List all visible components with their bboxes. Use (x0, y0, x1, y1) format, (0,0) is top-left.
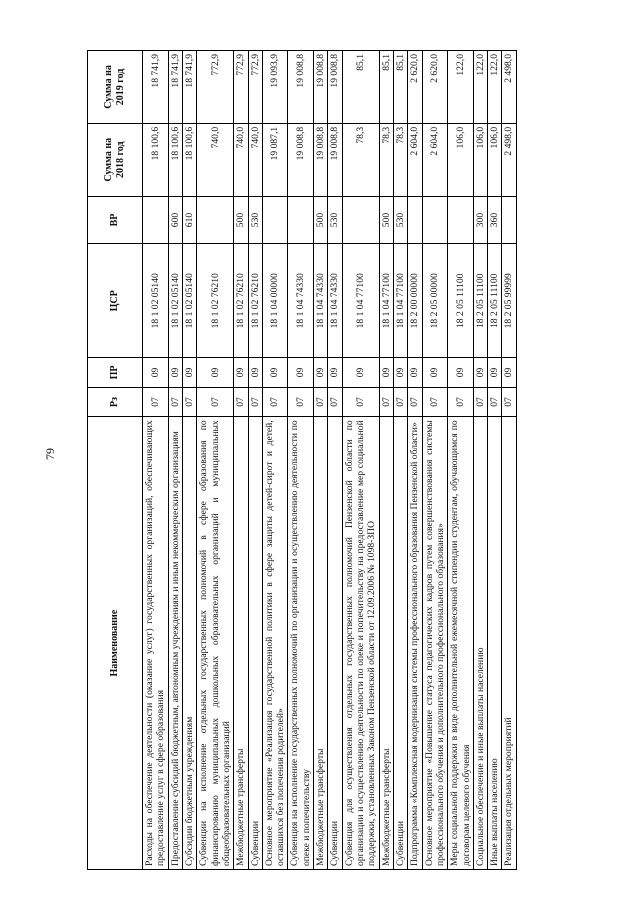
row-sum-2018: 19 008,8 (288, 123, 314, 196)
row-vr (408, 196, 422, 244)
table-row (502, 51, 516, 870)
row-csr: 18 1 02 05140 (168, 244, 182, 358)
table-row (234, 51, 248, 870)
row-rz: 07 (408, 387, 422, 417)
header-rz: Рз (88, 387, 143, 417)
row-rz: 07 (393, 387, 407, 417)
table-row (248, 51, 262, 870)
row-name: Субвенция для осуществления отдельных государственных полномочий Пензенской области по организации и осуществлению деятельности по опеке и попечительству на предоставление мер социальной поддержки, установленных Законом Пензенской области от 12.09.2006 № 1098-ЗПО (342, 417, 379, 870)
row-sum-2019: 2 620,0 (422, 51, 448, 124)
table-row (168, 51, 182, 870)
header-csr: ЦСР (88, 244, 143, 358)
row-csr: 18 1 04 74330 (328, 244, 342, 358)
row-sum-2019: 85,1 (379, 51, 393, 124)
row-csr: 18 1 02 05140 (182, 244, 196, 358)
row-rz: 07 (422, 387, 448, 417)
row-rz: 07 (473, 387, 487, 417)
row-pr: 09 (314, 358, 328, 388)
row-rz: 07 (379, 387, 393, 417)
row-name: Субвенции (328, 417, 342, 870)
row-vr (342, 196, 379, 244)
row-sum-2019: 19 008,8 (314, 51, 328, 124)
row-vr: 530 (328, 196, 342, 244)
row-rz: 07 (502, 387, 516, 417)
row-rz: 07 (288, 387, 314, 417)
row-rz: 07 (342, 387, 379, 417)
row-sum-2019: 18 741,9 (168, 51, 182, 124)
row-sum-2018: 19 008,8 (328, 123, 342, 196)
row-vr (143, 196, 169, 244)
row-rz: 07 (328, 387, 342, 417)
row-sum-2019: 19 008,8 (328, 51, 342, 124)
row-pr: 09 (234, 358, 248, 388)
row-pr: 09 (168, 358, 182, 388)
row-name: Расходы на обеспечение деятельности (оказание услуг) государственных организаций, обеспечивающих предоставление услуг в сфере образования (143, 417, 169, 870)
header-vr: ВР (88, 196, 143, 244)
table-row (408, 51, 422, 870)
table-row (314, 51, 328, 870)
table-row (342, 51, 379, 870)
row-csr: 18 1 02 76210 (234, 244, 248, 358)
row-name: Социальное обеспечение и иные выплаты населению (473, 417, 487, 870)
row-name: Предоставление субсидий бюджетным, автономным учреждениям и иным некоммерческим организациям (168, 417, 182, 870)
row-sum-2018: 2 498,0 (502, 123, 516, 196)
row-sum-2019: 772,9 (197, 51, 234, 124)
row-csr: 18 2 05 00000 (422, 244, 448, 358)
row-pr: 09 (248, 358, 262, 388)
budget-table (87, 50, 517, 870)
row-name: Межбюджетные трансферты (379, 417, 393, 870)
row-sum-2018: 106,0 (473, 123, 487, 196)
row-pr: 09 (408, 358, 422, 388)
row-sum-2019: 19 008,8 (288, 51, 314, 124)
row-name: Меры социальной поддержки в виде дополнительной ежемесячной стипендии студентам, обучающимся по договорам целевого обучения (448, 417, 474, 870)
row-pr: 09 (342, 358, 379, 388)
row-name: Субвенции (393, 417, 407, 870)
row-csr: 18 1 04 77100 (342, 244, 379, 358)
table-row (393, 51, 407, 870)
row-vr (448, 196, 474, 244)
row-csr: 18 1 02 76210 (197, 244, 234, 358)
row-sum-2018: 78,3 (393, 123, 407, 196)
row-sum-2019: 2 498,0 (502, 51, 516, 124)
row-sum-2018: 740,0 (248, 123, 262, 196)
row-pr: 09 (488, 358, 502, 388)
row-csr: 18 1 04 77100 (393, 244, 407, 358)
row-pr: 09 (502, 358, 516, 388)
row-csr: 18 1 04 00000 (262, 244, 288, 358)
table-row (379, 51, 393, 870)
row-csr: 18 2 05 99999 (502, 244, 516, 358)
row-name: Субсидии бюджетным учреждениям (182, 417, 196, 870)
table-row (328, 51, 342, 870)
row-sum-2018: 19 008,8 (314, 123, 328, 196)
row-sum-2019: 772,9 (234, 51, 248, 124)
row-sum-2018: 18 100,6 (143, 123, 169, 196)
table-row (143, 51, 169, 870)
row-sum-2019: 772,9 (248, 51, 262, 124)
row-pr: 09 (422, 358, 448, 388)
row-name: Межбюджетные трансферты (234, 417, 248, 870)
row-name: Субвенции на исполнение отдельных государственных полномочий в сфере образования по финансированию муниципальных дошкольных образовательных организаций и муниципальных общеобразовательных организаций (197, 417, 234, 870)
row-name: Субвенции (248, 417, 262, 870)
row-sum-2019: 2 620,0 (408, 51, 422, 124)
row-vr (288, 196, 314, 244)
row-rz: 07 (488, 387, 502, 417)
row-vr: 610 (182, 196, 196, 244)
row-csr: 18 1 02 76210 (248, 244, 262, 358)
table-row (262, 51, 288, 870)
header-sum-2019: Сумма на 2019 год (88, 51, 143, 124)
row-sum-2018: 2 604,0 (408, 123, 422, 196)
row-vr: 500 (314, 196, 328, 244)
row-csr: 18 1 02 05140 (143, 244, 169, 358)
row-sum-2019: 85,1 (342, 51, 379, 124)
row-name: Межбюджетные трансферты (314, 417, 328, 870)
row-pr: 09 (262, 358, 288, 388)
row-sum-2018: 740,0 (234, 123, 248, 196)
row-csr: 18 1 04 77100 (379, 244, 393, 358)
row-csr: 18 1 04 74330 (288, 244, 314, 358)
table-row (473, 51, 487, 870)
row-pr: 09 (473, 358, 487, 388)
row-name: Субвенция на исполнение государственных полномочий по организации и осуществлению деятельности по опеке и попечительству (288, 417, 314, 870)
row-csr: 18 2 05 11100 (488, 244, 502, 358)
row-pr: 09 (393, 358, 407, 388)
table-row (422, 51, 448, 870)
row-rz: 07 (448, 387, 474, 417)
row-csr: 18 2 05 11100 (473, 244, 487, 358)
table-row (488, 51, 502, 870)
row-pr: 09 (143, 358, 169, 388)
row-pr: 09 (379, 358, 393, 388)
table-row (182, 51, 196, 870)
row-name: Основное мероприятие «Повышение статуса педагогических кадров путем совершенствования системы профессионального обучения и дополнительного профессионального образования» (422, 417, 448, 870)
row-sum-2019: 122,0 (473, 51, 487, 124)
row-sum-2019: 18 741,9 (143, 51, 169, 124)
row-sum-2018: 18 100,6 (182, 123, 196, 196)
row-sum-2019: 122,0 (448, 51, 474, 124)
row-sum-2019: 18 741,9 (182, 51, 196, 124)
header-name: Наименование (88, 417, 143, 870)
row-sum-2018: 78,3 (379, 123, 393, 196)
row-vr (422, 196, 448, 244)
table-row (448, 51, 474, 870)
row-vr: 600 (168, 196, 182, 244)
row-vr: 300 (473, 196, 487, 244)
row-name: Иные выплаты населению (488, 417, 502, 870)
row-rz: 07 (234, 387, 248, 417)
row-sum-2018: 19 087,1 (262, 123, 288, 196)
row-rz: 07 (262, 387, 288, 417)
row-sum-2018: 78,3 (342, 123, 379, 196)
row-vr (502, 196, 516, 244)
row-sum-2019: 19 093,9 (262, 51, 288, 124)
row-sum-2018: 2 604,0 (422, 123, 448, 196)
row-rz: 07 (168, 387, 182, 417)
row-pr: 09 (448, 358, 474, 388)
row-rz: 07 (143, 387, 169, 417)
table-header-row (88, 51, 143, 870)
row-pr: 09 (288, 358, 314, 388)
row-sum-2018: 106,0 (488, 123, 502, 196)
row-csr: 18 1 04 74330 (314, 244, 328, 358)
header-pr: ПР (88, 358, 143, 388)
row-name: Подпрограмма «Комплексная модернизация системы профессионального образования Пензенской области» (408, 417, 422, 870)
row-vr: 530 (393, 196, 407, 244)
row-sum-2019: 122,0 (488, 51, 502, 124)
page-number: 79 (43, 448, 57, 460)
row-vr (197, 196, 234, 244)
row-pr: 09 (328, 358, 342, 388)
row-vr: 500 (379, 196, 393, 244)
row-csr: 18 2 00 00000 (408, 244, 422, 358)
row-name: Основное мероприятие «Реализация государственной политики в сфере защиты детей-сирот и детей, оставшихся без попечения родителей» (262, 417, 288, 870)
table-row (288, 51, 314, 870)
row-sum-2018: 106,0 (448, 123, 474, 196)
row-vr: 530 (248, 196, 262, 244)
row-vr: 500 (234, 196, 248, 244)
row-vr (262, 196, 288, 244)
row-name: Реализация отдельных мероприятий (502, 417, 516, 870)
row-csr: 18 2 05 11100 (448, 244, 474, 358)
row-rz: 07 (182, 387, 196, 417)
budget-table-container (87, 50, 607, 870)
table-row (197, 51, 234, 870)
row-sum-2018: 740,0 (197, 123, 234, 196)
row-pr: 09 (182, 358, 196, 388)
row-sum-2019: 85,1 (393, 51, 407, 124)
row-rz: 07 (248, 387, 262, 417)
row-sum-2018: 18 100,6 (168, 123, 182, 196)
row-rz: 07 (197, 387, 234, 417)
row-pr: 09 (197, 358, 234, 388)
row-vr: 360 (488, 196, 502, 244)
header-sum-2018: Сумма на 2018 год (88, 123, 143, 196)
row-rz: 07 (314, 387, 328, 417)
